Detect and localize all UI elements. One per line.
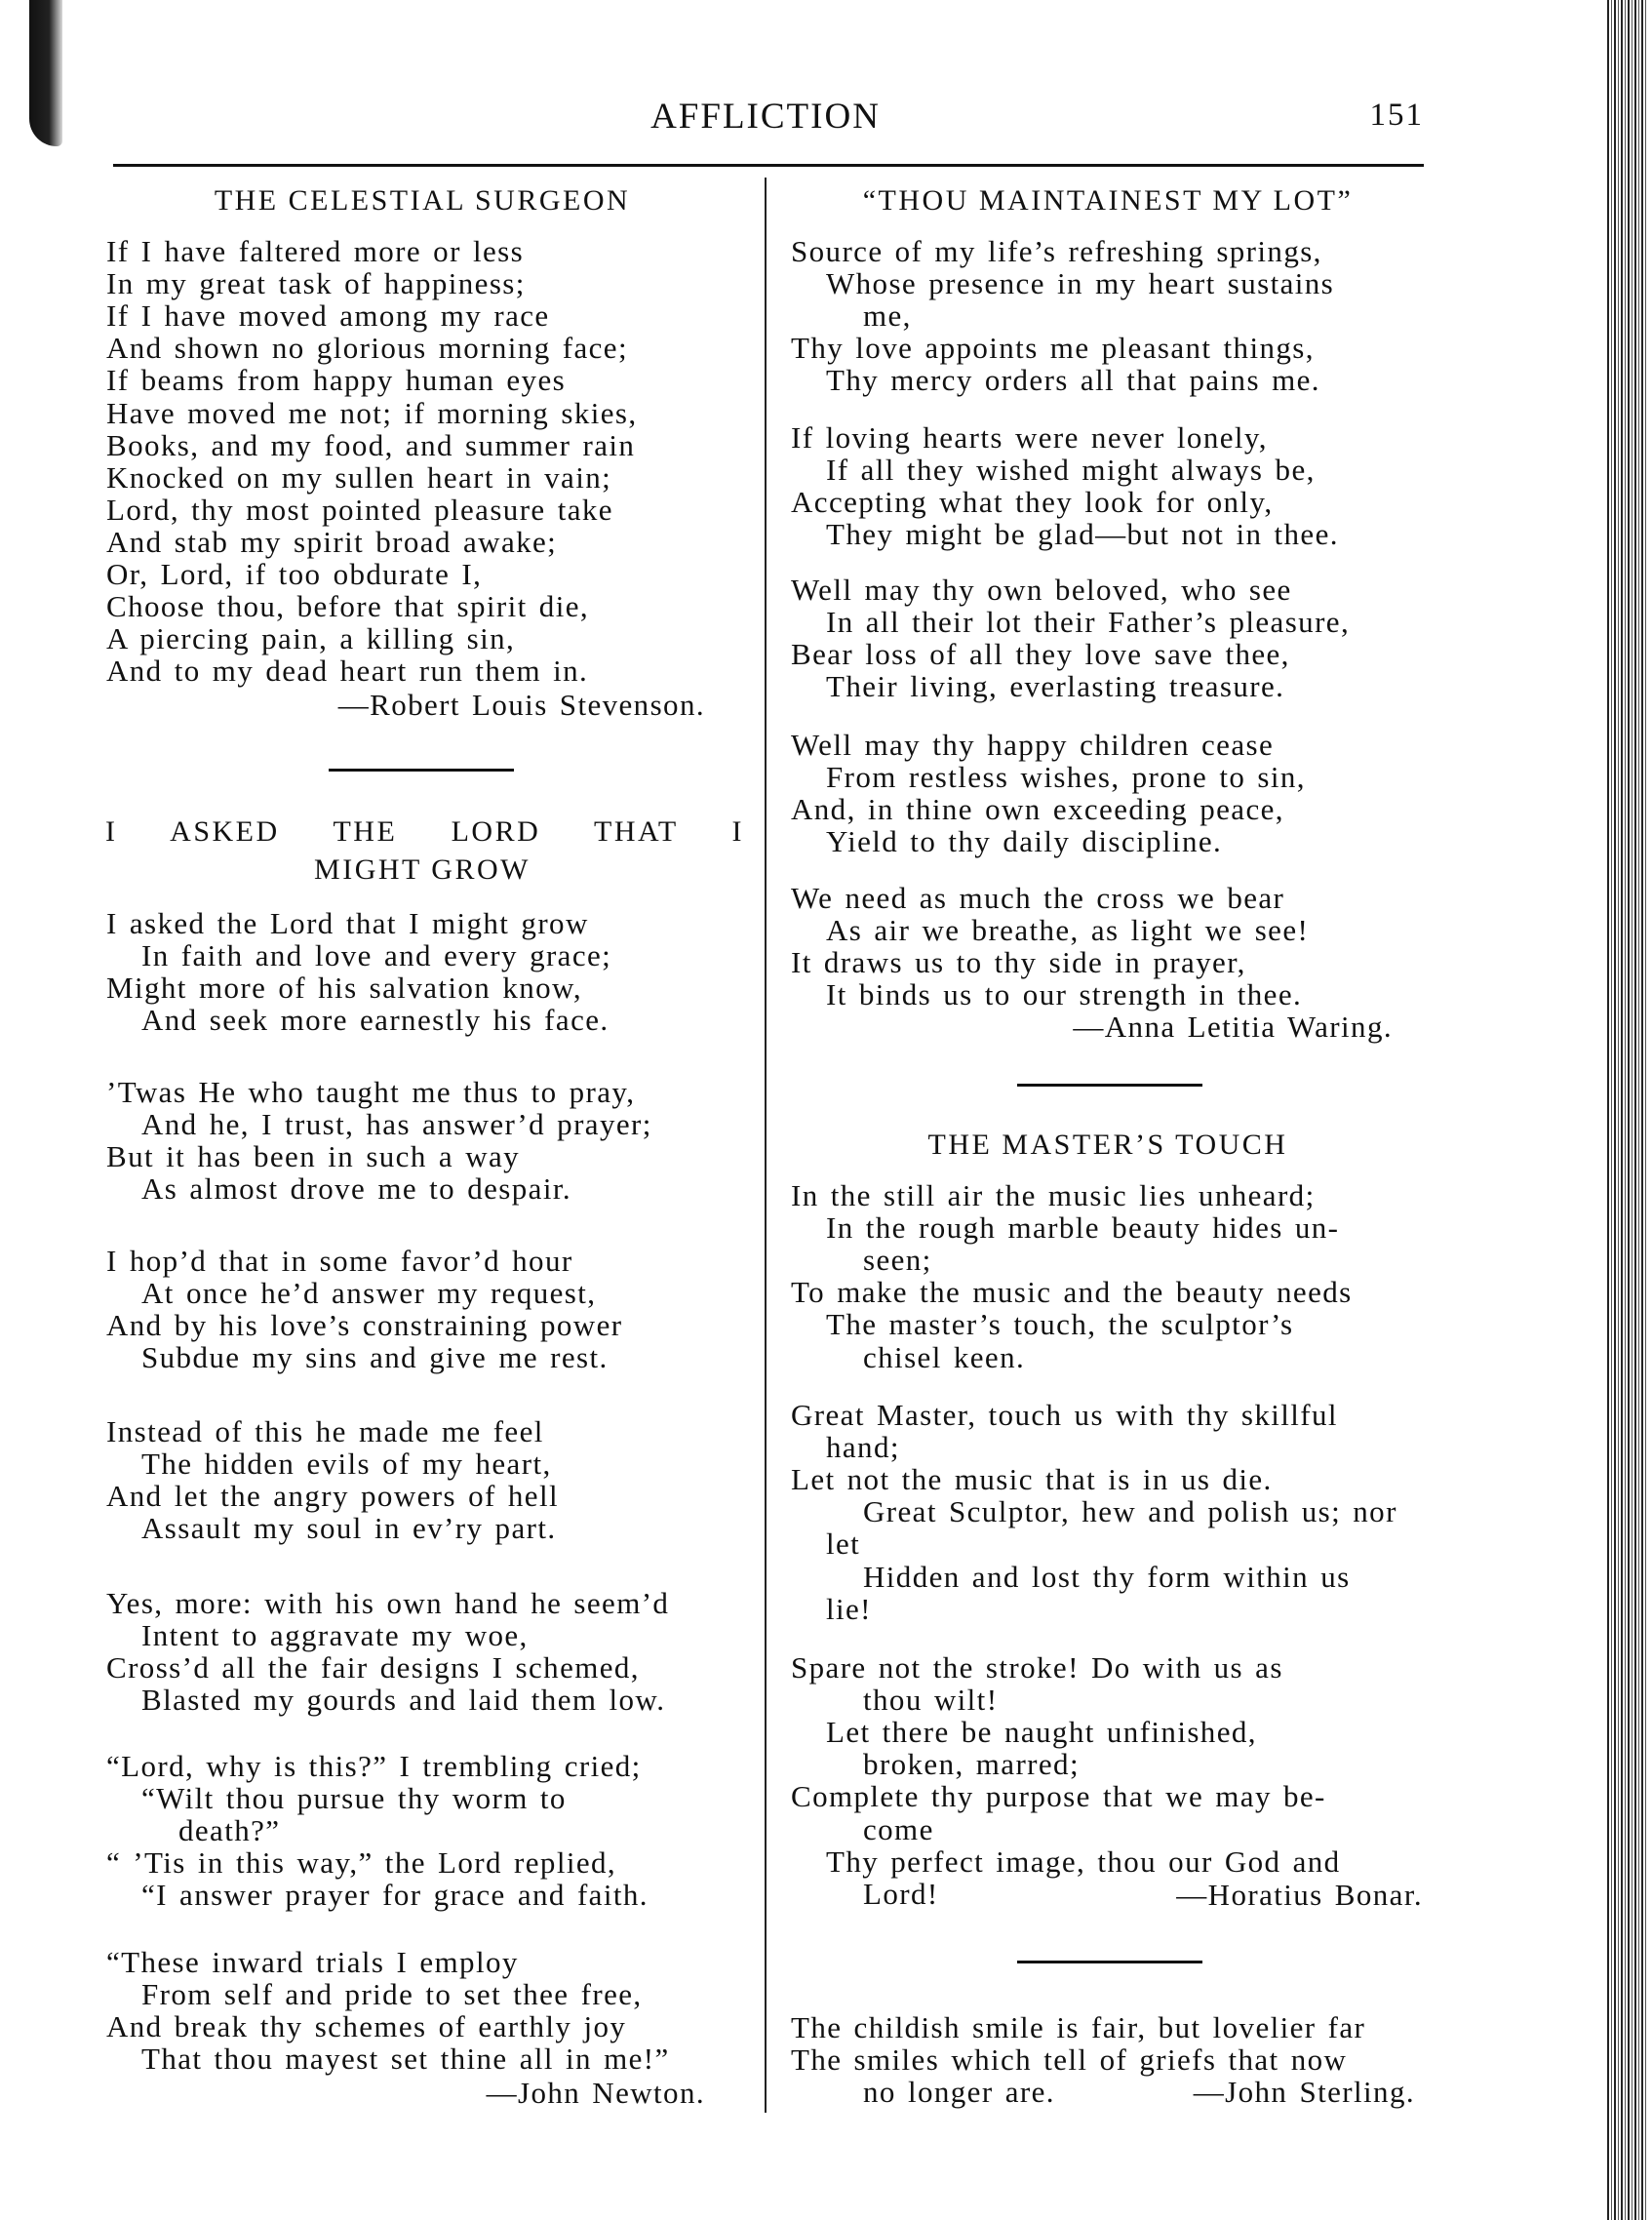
verse-line: Let not the music that is in us die. bbox=[791, 1462, 1273, 1497]
verse-line: Subdue my sins and give me rest. bbox=[141, 1340, 609, 1375]
verse-line: But it has been in such a way bbox=[106, 1139, 521, 1174]
verse-line: And by his love’s constraining power bbox=[106, 1308, 623, 1343]
column-divider bbox=[765, 178, 767, 2113]
verse-line: The hidden evils of my heart, bbox=[141, 1447, 552, 1482]
verse-line: Intent to aggravate my woe, bbox=[141, 1618, 529, 1653]
verse-line: Have moved me not; if morning skies, bbox=[106, 395, 638, 430]
verse-line: In the still air the music lies unheard; bbox=[791, 1178, 1316, 1212]
verse-line: Lord! bbox=[863, 1876, 939, 1911]
page-number: 151 bbox=[1369, 98, 1424, 133]
verse-line: And he, I trust, has answer’d prayer; bbox=[141, 1107, 652, 1142]
verse-line: To make the music and the beauty needs bbox=[791, 1275, 1353, 1310]
verse-line: A piercing pain, a killing sin, bbox=[106, 621, 516, 656]
verse-line: “Lord, why is this?” I trembling cried; bbox=[106, 1749, 642, 1783]
verse-line: In the rough marble beauty hides un- bbox=[826, 1210, 1340, 1246]
verse-line: I hop’d that in some favor’d hour bbox=[106, 1244, 573, 1278]
verse-line: If I have faltered more or less bbox=[106, 234, 525, 268]
verse-line: If beams from happy human eyes bbox=[106, 363, 567, 398]
verse-line: Thy love appoints me pleasant things, bbox=[791, 331, 1315, 366]
poem-title: THE MASTER’S TOUCH bbox=[927, 1129, 1288, 1161]
verse-line: If all they wished might always be, bbox=[826, 453, 1316, 488]
verse-line: no longer are. bbox=[863, 2075, 1055, 2110]
verse-line: Accepting what they look for only, bbox=[791, 485, 1274, 520]
verse-line: Books, and my food, and summer rain bbox=[106, 427, 636, 462]
verse-line: death?” bbox=[178, 1813, 281, 1848]
book-binding-edge bbox=[1607, 0, 1646, 2220]
verse-line: That thou mayest set thine all in me!” bbox=[141, 2042, 670, 2077]
verse-line: Or, Lord, if too obdurate I, bbox=[106, 557, 483, 591]
verse-line: Thy perfect image, thou our God and bbox=[826, 1843, 1341, 1879]
verse-line: And let the angry powers of hell bbox=[106, 1479, 559, 1514]
verse-line: Lord, thy most pointed pleasure take bbox=[106, 492, 613, 527]
verse-line: Might more of his salvation know, bbox=[106, 971, 582, 1006]
verse-line: “I answer prayer for grace and faith. bbox=[141, 1878, 649, 1913]
verse-line: And stab my spirit broad awake; bbox=[106, 524, 558, 559]
poem-attribution: —Anna Letitia Waring. bbox=[1073, 1010, 1393, 1044]
verse-line: Yes, more: with his own hand he seem’d bbox=[106, 1586, 670, 1620]
verse-line: hand; bbox=[826, 1430, 900, 1465]
verse-line: In faith and love and every grace; bbox=[141, 938, 612, 973]
verse-line: Instead of this he made me feel bbox=[106, 1414, 544, 1448]
verse-line: Whose presence in my heart sustains bbox=[826, 266, 1335, 301]
verse-line: Let there be naught unfinished, bbox=[826, 1715, 1257, 1750]
verse-line: Blasted my gourds and laid them low. bbox=[141, 1683, 666, 1718]
verse-line: lie! bbox=[826, 1591, 872, 1626]
verse-line: From self and pride to set thee free, bbox=[141, 1977, 643, 2012]
verse-line: Source of my life’s refreshing springs, bbox=[791, 234, 1322, 268]
verse-line: Their living, everlasting treasure. bbox=[826, 669, 1285, 704]
verse-line: The master’s touch, the sculptor’s bbox=[826, 1307, 1294, 1342]
verse-line: Bear loss of all they love save thee, bbox=[791, 637, 1290, 672]
header-rule bbox=[113, 164, 1424, 167]
verse-line: “These inward trials I employ bbox=[106, 1945, 519, 1979]
verse-line: In my great task of happiness; bbox=[106, 266, 526, 301]
verse-line: ’Twas He who taught me thus to pray, bbox=[106, 1075, 636, 1109]
verse-line: In all their lot their Father’s pleasure, bbox=[826, 605, 1351, 640]
verse-line: seen; bbox=[863, 1243, 932, 1278]
verse-line: And seek more earnestly his face. bbox=[141, 1003, 610, 1038]
poem-title: I ASKED THE LORD THAT I bbox=[105, 815, 744, 848]
poem-attribution: —John Newton. bbox=[486, 2076, 705, 2110]
section-rule bbox=[329, 769, 514, 772]
verse-line: And shown no glorious morning face; bbox=[106, 331, 628, 366]
poem-attribution: —Robert Louis Stevenson. bbox=[337, 688, 705, 722]
verse-line: We need as much the cross we bear bbox=[791, 881, 1285, 915]
verse-line: “ ’Tis in this way,” the Lord replied, bbox=[106, 1845, 617, 1881]
poem-attribution: —Horatius Bonar. bbox=[1176, 1878, 1423, 1912]
verse-line: Hidden and lost thy form within us bbox=[863, 1559, 1351, 1594]
verse-line: Cross’d all the fair designs I schemed, bbox=[106, 1650, 640, 1685]
verse-line: The childish smile is fair, but lovelier far bbox=[791, 2010, 1366, 2044]
verse-line: thou wilt! bbox=[863, 1683, 999, 1718]
verse-line: Assault my soul in ev’ry part. bbox=[141, 1511, 557, 1546]
verse-line: Yield to thy daily discipline. bbox=[826, 824, 1223, 859]
verse-line: As almost drove me to despair. bbox=[141, 1171, 571, 1207]
running-title: AFFLICTION bbox=[650, 97, 881, 137]
verse-line: The smiles which tell of griefs that now bbox=[791, 2042, 1348, 2078]
verse-line: Great Sculptor, hew and polish us; nor bbox=[863, 1494, 1397, 1529]
poem-title-continued: MIGHT GROW bbox=[314, 853, 531, 886]
poem-title: “THOU MAINTAINEST MY LOT” bbox=[862, 184, 1354, 217]
verse-line: If I have moved among my race bbox=[106, 298, 550, 334]
verse-line: me, bbox=[863, 298, 912, 334]
verse-line: Thy mercy orders all that pains me. bbox=[826, 363, 1320, 398]
verse-line: come bbox=[863, 1811, 934, 1846]
verse-line: It draws us to thy side in prayer, bbox=[791, 945, 1246, 980]
verse-line: Well may thy own beloved, who see bbox=[791, 573, 1292, 607]
section-rule bbox=[1017, 1084, 1202, 1087]
verse-line: They might be glad—but not in thee. bbox=[826, 517, 1339, 552]
verse-line: I asked the Lord that I might grow bbox=[106, 906, 589, 940]
verse-line: As air we breathe, as light we see! bbox=[826, 913, 1310, 948]
epigram-attribution: —John Sterling. bbox=[1193, 2075, 1415, 2109]
verse-line: And, in thine own exceeding peace, bbox=[791, 792, 1284, 827]
verse-line: If loving hearts were never lonely, bbox=[791, 420, 1268, 455]
verse-line: broken, marred; bbox=[863, 1747, 1080, 1782]
section-rule bbox=[1017, 1961, 1202, 1963]
poem-title: THE CELESTIAL SURGEON bbox=[214, 184, 631, 217]
verse-line: From restless wishes, prone to sin, bbox=[826, 760, 1306, 795]
verse-line: Complete thy purpose that we may be- bbox=[791, 1779, 1326, 1814]
verse-line: Choose thou, before that spirit die, bbox=[106, 589, 590, 624]
verse-line: Knocked on my sullen heart in vain; bbox=[106, 459, 612, 495]
verse-line: Well may thy happy children cease bbox=[791, 728, 1275, 762]
verse-line: let bbox=[826, 1526, 861, 1562]
verse-line: At once he’d answer my request, bbox=[141, 1276, 597, 1311]
verse-line: Spare not the stroke! Do with us as bbox=[791, 1650, 1283, 1685]
verse-line: chisel keen. bbox=[863, 1339, 1026, 1374]
verse-line: And break thy schemes of earthly joy bbox=[106, 2009, 627, 2044]
verse-line: Great Master, touch us with thy skillful bbox=[791, 1398, 1338, 1432]
verse-line: And to my dead heart run them in. bbox=[106, 654, 589, 689]
verse-line: “Wilt thou pursue thy worm to bbox=[141, 1781, 567, 1816]
verse-line: It binds us to our strength in thee. bbox=[826, 977, 1303, 1012]
